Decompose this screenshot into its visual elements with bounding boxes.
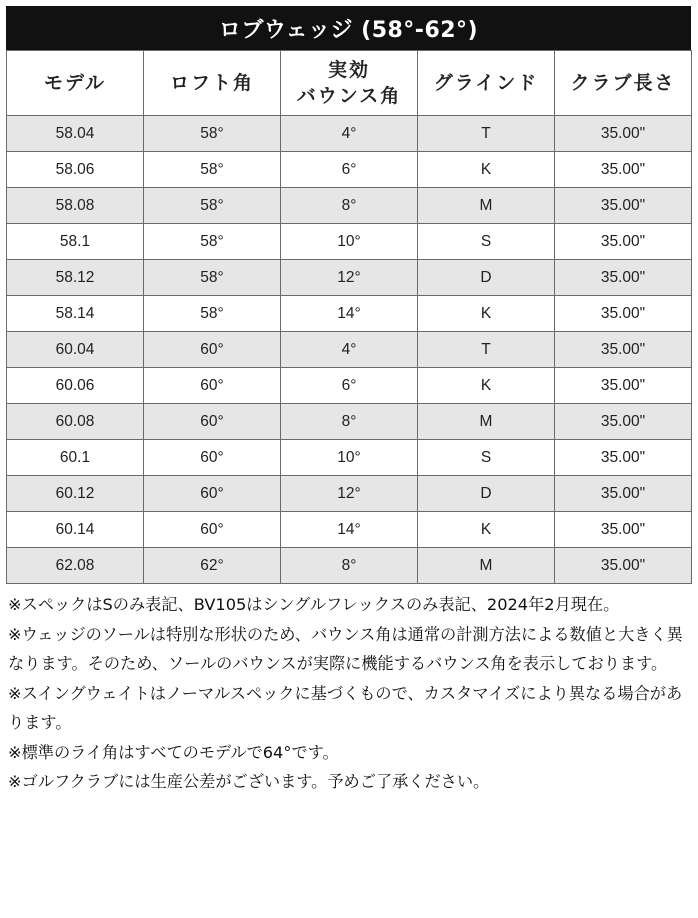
cell-model: 60.12: [7, 476, 144, 512]
cell-loft: 60°: [144, 332, 281, 368]
cell-loft: 58°: [144, 296, 281, 332]
cell-model: 60.08: [7, 404, 144, 440]
cell-loft: 58°: [144, 116, 281, 152]
cell-model: 60.14: [7, 512, 144, 548]
table-row: [7, 368, 692, 404]
table-row: [7, 548, 692, 584]
cell-grind: K: [418, 296, 555, 332]
cell-grind: T: [418, 116, 555, 152]
cell-model: 62.08: [7, 548, 144, 584]
header-grind: グラインド: [418, 51, 555, 116]
header-loft: ロフト角: [144, 51, 281, 116]
table-row: [7, 512, 692, 548]
cell-bounce: 10°: [281, 224, 418, 260]
table-row: [7, 224, 692, 260]
cell-bounce: 12°: [281, 476, 418, 512]
footnote: ※標準のライ角はすべてのモデルで64°です。: [8, 742, 339, 762]
cell-length: 35.00": [555, 224, 692, 260]
header-length: クラブ長さ: [555, 51, 692, 116]
cell-grind: M: [418, 188, 555, 224]
table-row: [7, 188, 692, 224]
cell-bounce: 6°: [281, 152, 418, 188]
cell-loft: 58°: [144, 188, 281, 224]
cell-loft: 62°: [144, 548, 281, 584]
table-row: [7, 152, 692, 188]
header-model: モデル: [7, 51, 144, 116]
spec-table-container: [6, 6, 691, 584]
cell-bounce: 14°: [281, 512, 418, 548]
table-row: [7, 476, 692, 512]
cell-length: 35.00": [555, 188, 692, 224]
cell-model: 60.06: [7, 368, 144, 404]
table-row: [7, 440, 692, 476]
cell-loft: 60°: [144, 404, 281, 440]
cell-length: 35.00": [555, 512, 692, 548]
cell-model: 58.14: [7, 296, 144, 332]
cell-length: 35.00": [555, 260, 692, 296]
cell-length: 35.00": [555, 332, 692, 368]
cell-bounce: 6°: [281, 368, 418, 404]
footnote: ※スイングウェイトはノーマルスペックに基づくもので、カスタマイズにより異なる場合があります。: [8, 683, 683, 732]
cell-model: 58.04: [7, 116, 144, 152]
cell-bounce: 8°: [281, 404, 418, 440]
table-row: [7, 404, 692, 440]
cell-length: 35.00": [555, 368, 692, 404]
cell-loft: 58°: [144, 224, 281, 260]
cell-loft: 58°: [144, 260, 281, 296]
cell-grind: K: [418, 368, 555, 404]
cell-bounce: 10°: [281, 440, 418, 476]
cell-length: 35.00": [555, 116, 692, 152]
cell-bounce: 8°: [281, 548, 418, 584]
cell-model: 58.08: [7, 188, 144, 224]
cell-loft: 60°: [144, 368, 281, 404]
cell-grind: S: [418, 440, 555, 476]
footnotes: [8, 590, 690, 797]
cell-length: 35.00": [555, 440, 692, 476]
cell-bounce: 14°: [281, 296, 418, 332]
cell-length: 35.00": [555, 296, 692, 332]
cell-length: 35.00": [555, 404, 692, 440]
cell-grind: S: [418, 224, 555, 260]
header-bounce: 実効 バウンス角: [281, 51, 418, 116]
cell-grind: M: [418, 404, 555, 440]
cell-bounce: 4°: [281, 332, 418, 368]
table-row: [7, 332, 692, 368]
table-row: [7, 296, 692, 332]
cell-length: 35.00": [555, 476, 692, 512]
cell-bounce: 4°: [281, 116, 418, 152]
spec-table: [6, 50, 692, 584]
cell-model: 58.1: [7, 224, 144, 260]
cell-loft: 60°: [144, 440, 281, 476]
cell-loft: 60°: [144, 512, 281, 548]
table-title: ロブウェッジ (58°-62°): [6, 6, 691, 50]
cell-loft: 58°: [144, 152, 281, 188]
cell-bounce: 12°: [281, 260, 418, 296]
table-row: [7, 260, 692, 296]
cell-model: 60.1: [7, 440, 144, 476]
cell-length: 35.00": [555, 548, 692, 584]
footnote: ※ゴルフクラブには生産公差がございます。予めご了承ください。: [8, 772, 490, 791]
cell-model: 60.04: [7, 332, 144, 368]
cell-loft: 60°: [144, 476, 281, 512]
cell-grind: M: [418, 548, 555, 584]
cell-model: 58.12: [7, 260, 144, 296]
cell-grind: T: [418, 332, 555, 368]
header-row: [7, 51, 692, 116]
cell-model: 58.06: [7, 152, 144, 188]
cell-grind: K: [418, 512, 555, 548]
cell-length: 35.00": [555, 152, 692, 188]
cell-grind: D: [418, 476, 555, 512]
cell-grind: D: [418, 260, 555, 296]
table-row: [7, 116, 692, 152]
footnote: ※スペックはSのみ表記、BV105はシングルフレックスのみ表記、2024年2月現在。: [8, 595, 620, 614]
footnote: ※ウェッジのソールは特別な形状のため、バウンス角は通常の計測方法による数値と大きく異なります。そのため、ソールのバウンスが実際に機能するバウンス角を表示しております。: [8, 624, 683, 673]
cell-grind: K: [418, 152, 555, 188]
cell-bounce: 8°: [281, 188, 418, 224]
